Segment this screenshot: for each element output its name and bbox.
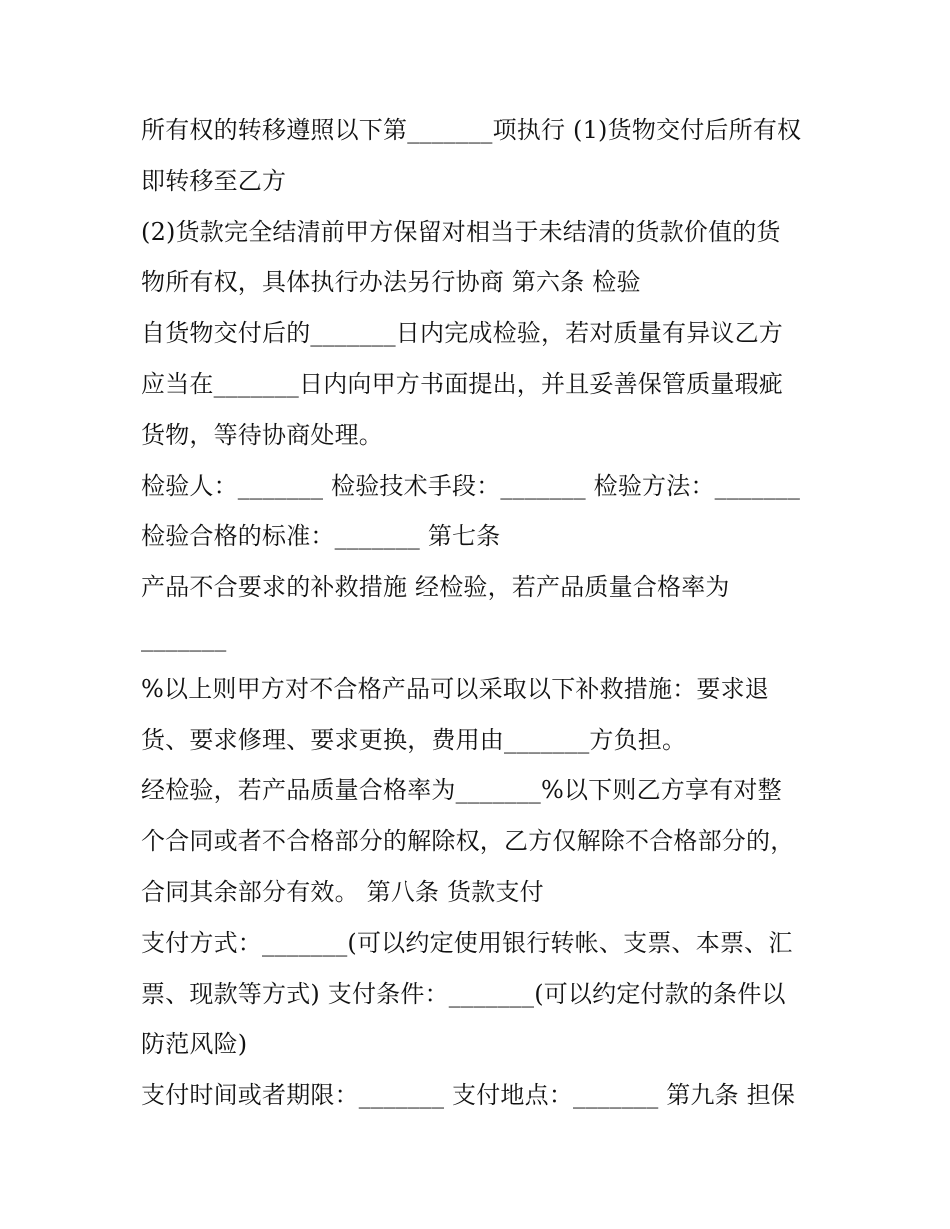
text-line: 支付时间或者期限：_______ 支付地点：_______ 第九条 担保 xyxy=(141,1081,796,1110)
text-line: _______ xyxy=(141,623,227,652)
text-line: 货物，等待协商处理。 xyxy=(141,420,383,449)
text-line: 产品不合要求的补救措施 经检验，若产品质量合格率为 xyxy=(141,573,730,602)
text-line: 自货物交付后的_______日内完成检验，若对质量有异议乙方 xyxy=(141,319,783,348)
text-line: 个合同或者不合格部分的解除权，乙方仅解除不合格部分的， xyxy=(141,827,795,856)
document-body xyxy=(141,105,821,1121)
text-line: 物所有权，具体执行办法另行协商 第六条 检验 xyxy=(141,268,641,297)
text-line: 合同其余部分有效。 第八条 货款支付 xyxy=(141,877,544,906)
text-line: 防范风险) xyxy=(141,1030,248,1059)
text-line: 检验合格的标准：_______ 第七条 xyxy=(141,522,501,551)
text-line: %以上则甲方对不合格产品可以采取以下补救措施：要求退 xyxy=(141,674,770,703)
text-line: 检验人：_______ 检验技术手段：_______ 检验方法：_______ xyxy=(141,471,801,500)
text-line: (2)货款完全结清前甲方保留对相当于未结清的货款价值的货 xyxy=(141,217,781,246)
text-line: 所有权的转移遵照以下第_______项执行 (1)货物交付后所有权 xyxy=(141,116,802,144)
text-line: 支付方式：_______(可以约定使用银行转帐、支票、本票、汇 xyxy=(141,928,793,957)
text-line: 货、要求修理、要求更换，费用由_______方负担。 xyxy=(141,725,687,754)
text-line: 即转移至乙方 xyxy=(141,166,287,195)
text-line: 应当在_______日内向甲方书面提出，并且妥善保管质量瑕疵 xyxy=(141,369,783,398)
text-line: 票、现款等方式) 支付条件：_______(可以约定付款的条件以 xyxy=(141,979,786,1008)
text-line: 经检验，若产品质量合格率为_______%以下则乙方享有对整 xyxy=(141,776,782,805)
